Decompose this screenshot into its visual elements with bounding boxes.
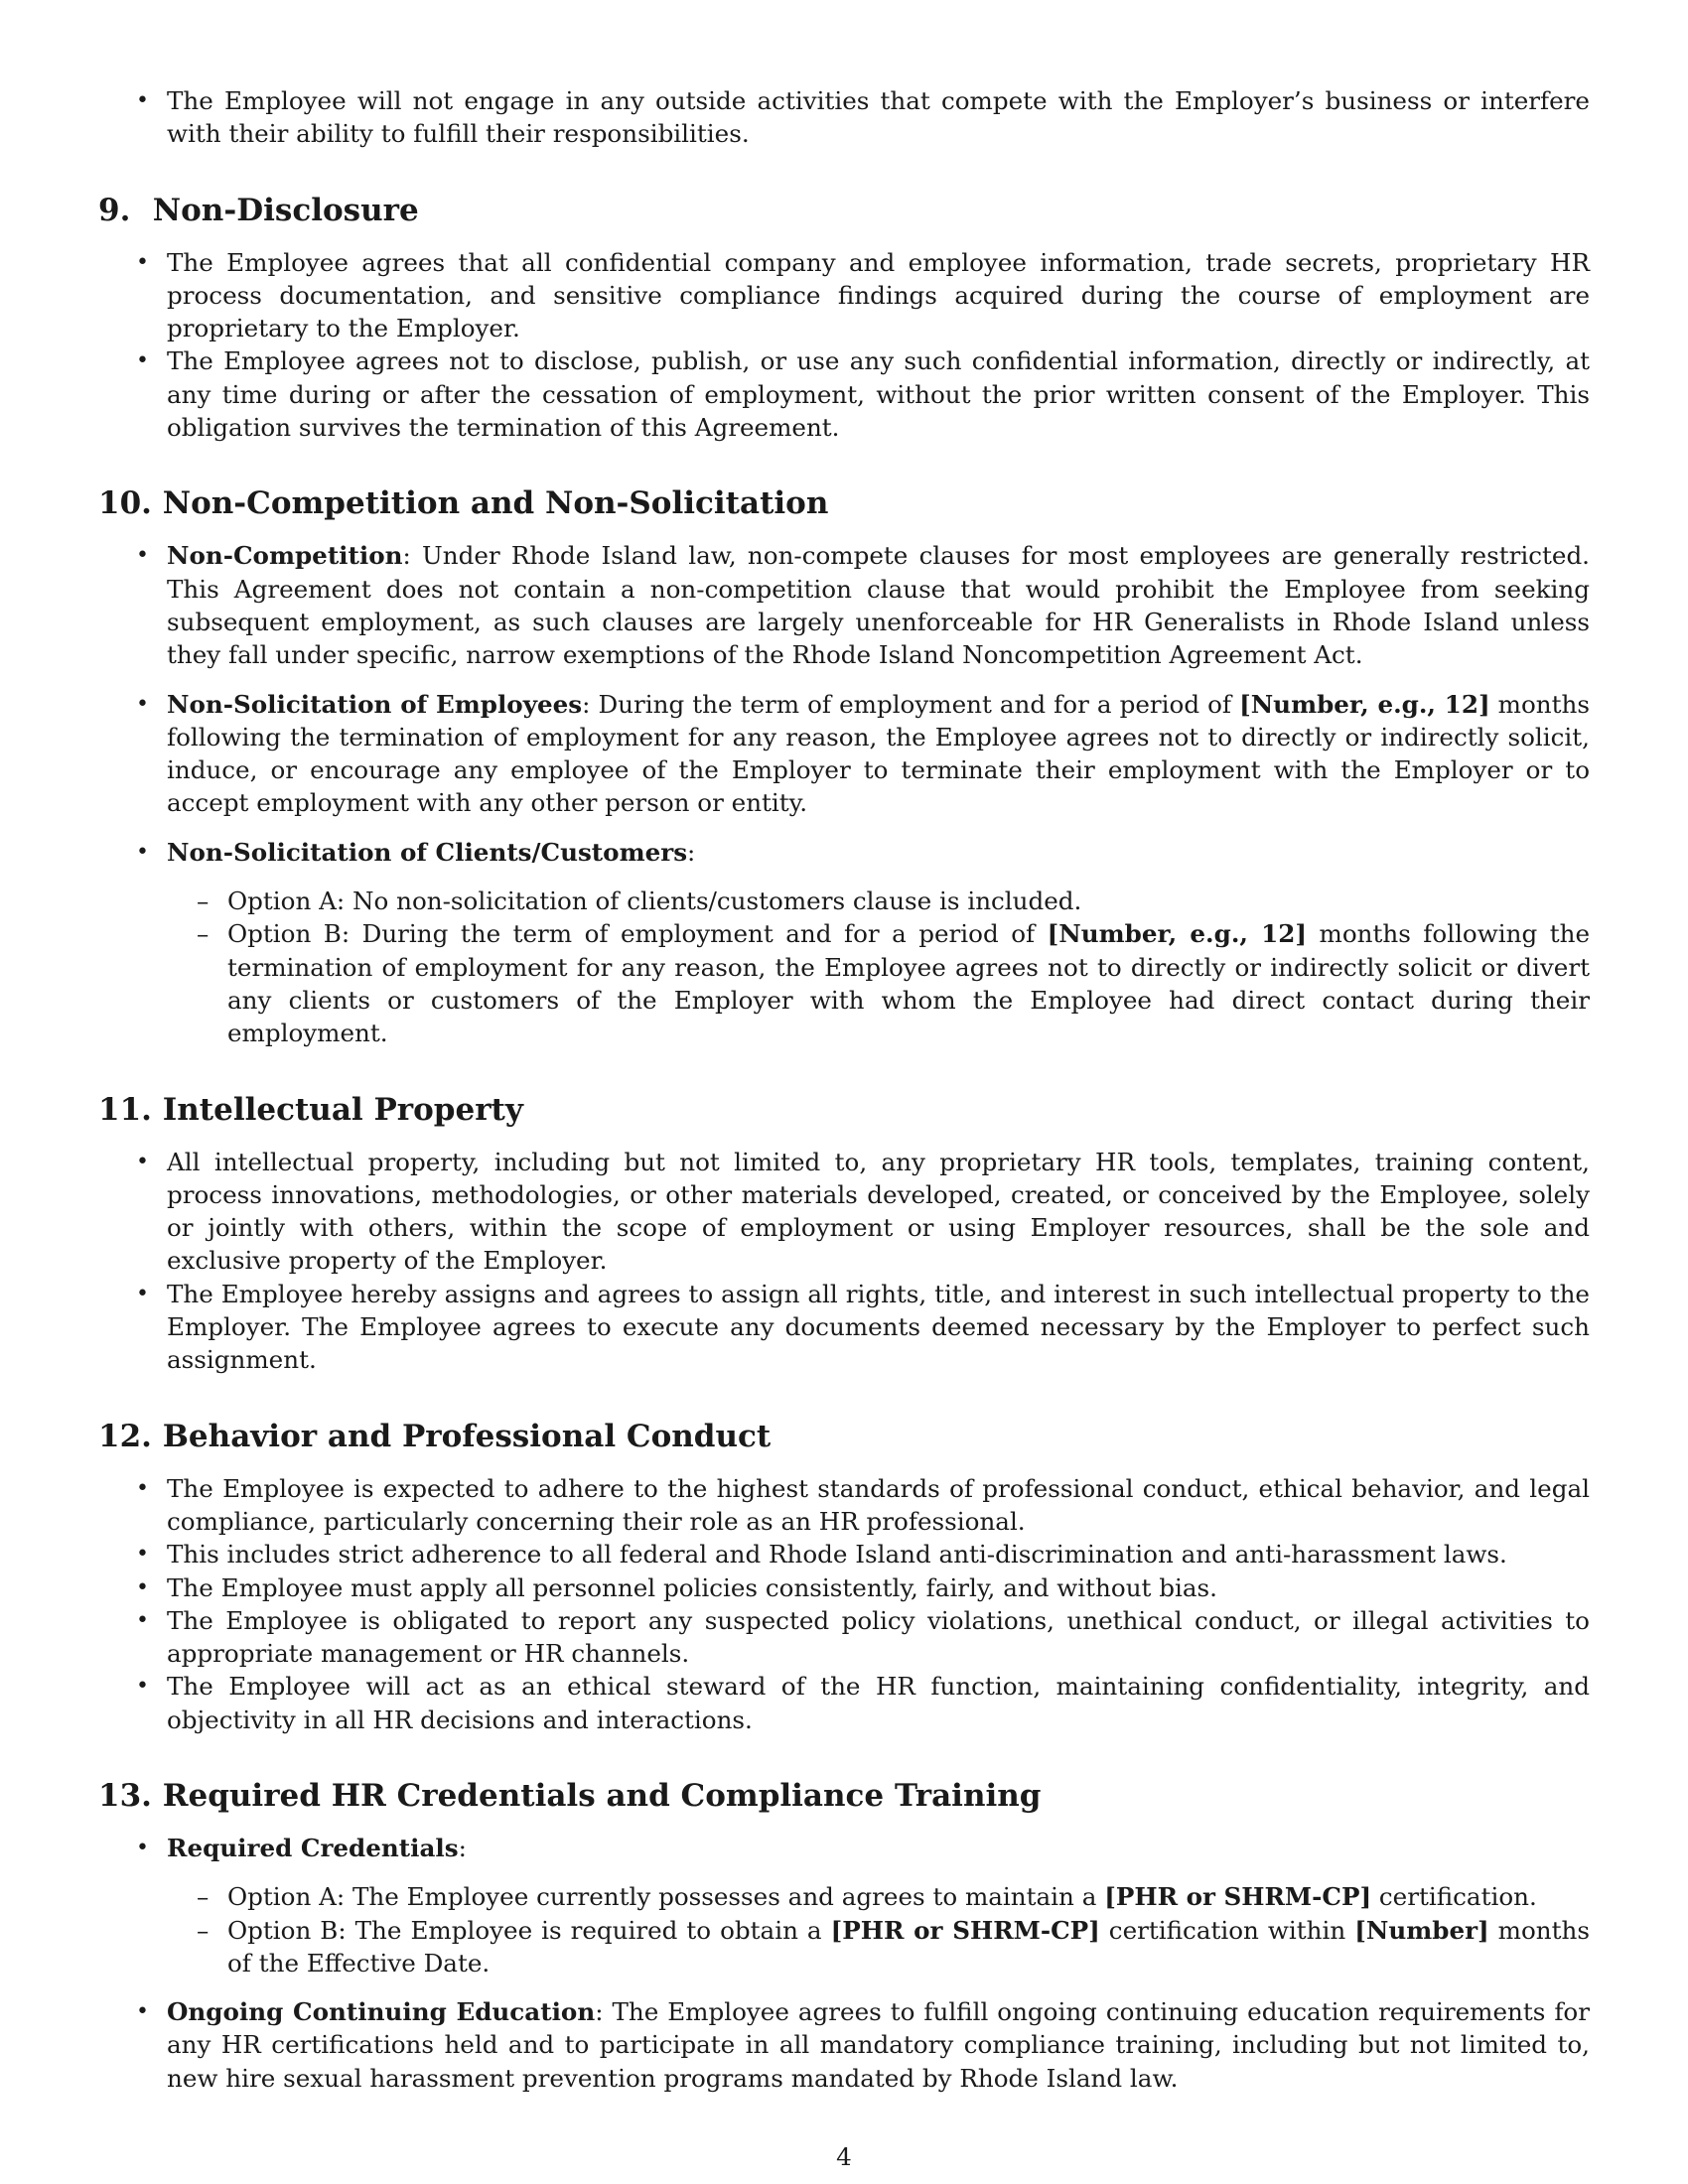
section-heading — [98, 191, 1590, 230]
section-number: 10. — [98, 485, 152, 522]
bracket: [ — [1047, 919, 1059, 949]
list-item: • The Employee must apply all personnel policies consistently, fairly, and without bias. — [98, 1571, 1590, 1604]
bracket: ] — [1088, 1915, 1100, 1945]
clause-text: months following the termination of employment for any reason, the Employee agrees not to directly or indirectly solicit, induce, or encourage any employee of the Employer to terminate their employment with the Employer or to accept employment with any other person or entity. — [167, 689, 1590, 818]
bracket: ] — [1478, 689, 1490, 719]
section-heading — [98, 1417, 1590, 1456]
list-item — [98, 688, 1590, 820]
section-number: 11. — [98, 1091, 152, 1128]
clause-text: certification. — [1371, 1882, 1537, 1912]
clause-text: months following the termination of employment for any reason, the Employee agrees not to directly or indirectly solicit or divert any clients or customers of the Employer with whom the Employee had direct contact during their employment. — [227, 919, 1590, 1048]
section-9-list — [98, 246, 1590, 445]
section-title: Non-Disclosure — [152, 192, 419, 228]
clause-text: Option A: The Employee currently possesses and agrees to maintain a — [227, 1882, 1105, 1912]
document-page — [98, 84, 1590, 2095]
list-item — [98, 1832, 1590, 1979]
section-11-list — [98, 1146, 1590, 1377]
section-12-list — [98, 1472, 1590, 1736]
list-item — [98, 539, 1590, 671]
list-item: • All intellectual property, including but not limited to, any proprietary HR tools, templates, training content, process innovations, methodologies, or other materials developed, created, or conceived by the Employee, solely or jointly with others, within the scope of employment or using Employer resources, shall be the sole and exclusive property of the Employer. — [98, 1146, 1590, 1278]
section-heading — [98, 1776, 1590, 1816]
placeholder-field — [831, 1916, 1100, 1945]
list-item: • The Employee agrees that all confidential company and employee information, trade secrets, proprietary HR process documentation, and sensitive compliance findings acquired during the course of employment are proprietary to the Employer. — [98, 246, 1590, 345]
clause-text: : During the term of employment and for a period of — [582, 689, 1240, 719]
list-item: • The Employee agrees not to disclose, publish, or use any such confidential information, directly or indirectly, at any time during or after the cessation of employment, without the prior written consent of the Employer. This obligation survives the termination of this Agreement. — [98, 344, 1590, 444]
clause-text: Option B: The Employee is required to obtain a — [227, 1915, 831, 1945]
bracket: ] — [1295, 919, 1308, 949]
intro-list — [98, 84, 1590, 151]
section-title: Non-Competition and Non-Solicitation — [162, 485, 829, 522]
placeholder-field — [1354, 1916, 1488, 1945]
list-item: • The Employee is obligated to report any suspected policy violations, unethical conduct, or illegal activities to appropriate management or HR channels. — [98, 1604, 1590, 1671]
options-list — [167, 1880, 1590, 1979]
term-label: Ongoing Continuing Education — [167, 1997, 596, 2027]
clause-text: months of the Effective Date. — [227, 1915, 1590, 1978]
section-13-list — [98, 1832, 1590, 2095]
list-item: • This includes strict adherence to all federal and Rhode Island anti-discrimination and anti-harassment laws. — [98, 1538, 1590, 1570]
section-title: Intellectual Property — [162, 1091, 523, 1128]
placeholder-field — [1239, 690, 1490, 719]
placeholder-text: Number — [1365, 1915, 1478, 1945]
bracket: ] — [1477, 1915, 1489, 1945]
list-item: • The Employee hereby assigns and agrees to assign all rights, title, and interest in such intellectual property to the Employer. The Employee agrees to execute any documents deemed necessary by the Employer to perfect such assignment. — [98, 1278, 1590, 1377]
page-number: 4 — [836, 2142, 852, 2171]
list-item: • The Employee will not engage in any outside activities that compete with the Employer’s business or interfere with their ability to fulfill their responsibilities. — [98, 84, 1590, 151]
list-item: • The Employee will act as an ethical steward of the HR function, maintaining confidentiality, integrity, and objectivity in all HR decisions and interactions. — [98, 1670, 1590, 1736]
list-item — [98, 836, 1590, 1050]
placeholder-text: Number, e.g., 12 — [1250, 689, 1478, 719]
section-title: Required HR Credentials and Compliance Training — [162, 1777, 1042, 1814]
bracket: [ — [1239, 689, 1251, 719]
option-item: – Option A: No non-solicitation of clients/customers clause is included. — [167, 885, 1590, 917]
term-label: Non-Competition — [167, 541, 403, 571]
option-item — [167, 1880, 1590, 1913]
placeholder-field — [1048, 919, 1307, 948]
bracket: ] — [1359, 1882, 1372, 1912]
term-label: Required Credentials — [167, 1833, 459, 1862]
bracket: [ — [830, 1915, 843, 1945]
options-list — [167, 885, 1590, 1049]
clause-text: Option B: During the term of employment and for a period of — [227, 919, 1048, 949]
list-item: • The Employee is expected to adhere to the highest standards of professional conduct, ethical behavior, and legal compliance, particularly concerning their role as an HR professional. — [98, 1472, 1590, 1539]
option-item — [167, 917, 1590, 1049]
section-number: 9. — [98, 192, 131, 228]
section-10-list — [98, 539, 1590, 1049]
clause-text: : Under Rhode Island law, non-compete clauses for most employees are generally restricted. This Agreement does not contain a non-competition clause that would prohibit the Employee from seeking subsequent employment, as such clauses are largely unenforceable for HR Generalists in Rhode Island unless they fall under specific, narrow exemptions of the Rhode Island Noncompetition Agreement Act. — [167, 541, 1590, 670]
section-heading — [98, 483, 1590, 523]
colon: : — [687, 837, 696, 867]
placeholder-text: PHR or SHRM-CP — [1115, 1882, 1360, 1912]
placeholder-field — [1104, 1882, 1371, 1911]
option-item — [167, 1914, 1590, 1980]
colon: : — [458, 1833, 467, 1862]
placeholder-text: Number, e.g., 12 — [1058, 919, 1296, 949]
bracket: [ — [1104, 1882, 1116, 1912]
section-number: 12. — [98, 1418, 152, 1454]
section-heading — [98, 1090, 1590, 1130]
placeholder-text: PHR or SHRM-CP — [842, 1915, 1089, 1945]
section-number: 13. — [98, 1777, 152, 1814]
section-title: Behavior and Professional Conduct — [162, 1418, 772, 1454]
clause-text: : The Employee agrees to fulfill ongoing continuing education requirements for any HR certifications held and to participate in all mandatory compliance training, including but not limited to, new hire sexual harassment prevention programs mandated by Rhode Island law. — [167, 1997, 1590, 2093]
clause-text: certification within — [1099, 1915, 1355, 1945]
list-item — [98, 1995, 1590, 2095]
term-label: Non-Solicitation of Employees — [167, 689, 583, 719]
bracket: [ — [1354, 1915, 1366, 1945]
term-label: Non-Solicitation of Clients/Customers — [167, 837, 688, 867]
